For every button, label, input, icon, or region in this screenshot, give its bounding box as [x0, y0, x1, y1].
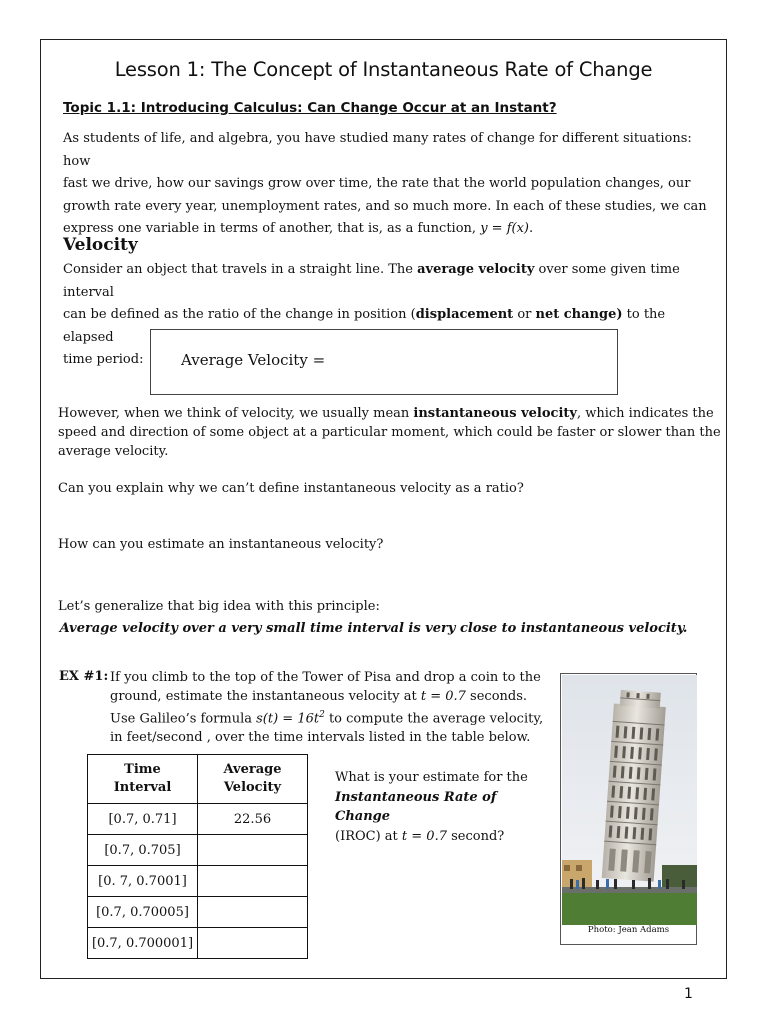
question-estimate: How can you estimate an instantaneous velocity?	[58, 537, 384, 552]
generalize-text: Let’s generalize that big idea with this principle:	[58, 599, 380, 614]
velocity-heading: Velocity	[63, 235, 138, 255]
example-label: EX #1:	[59, 669, 109, 684]
interval-cell: [0. 7, 0.7001]	[88, 866, 198, 897]
interval-cell: [0.7, 0.71]	[88, 804, 198, 835]
example-text: If you climb to the top of the Tower of Pisa and drop a coin to the ground, estimate the instantaneous velocity at t = 0.7 seconds. Use Galileo’s formula $s(t) = 16t^2$ to compute the average velocity, in feet/second , over the time intervals listed in the table below.	[110, 670, 544, 746]
page-number: 1	[684, 986, 693, 1002]
velocity-cell[interactable]: 22.56	[198, 804, 308, 835]
table-row	[88, 835, 308, 866]
table-row	[88, 866, 308, 897]
question-ratio: Can you explain why we can’t define instantaneous velocity as a ratio?	[58, 481, 524, 496]
table-row	[88, 928, 308, 959]
table-row	[88, 804, 308, 835]
leaning-tower-photo	[562, 675, 697, 925]
velocity-cell[interactable]	[198, 866, 308, 897]
velocity-cell[interactable]	[198, 835, 308, 866]
velocity-cell[interactable]	[198, 897, 308, 928]
interval-cell: [0.7, 0.70005]	[88, 897, 198, 928]
header-average-velocity: Average Velocity	[198, 755, 308, 804]
tower-photo-frame	[560, 673, 697, 945]
lesson-title: Lesson 1: The Concept of Instantaneous Rate of Change	[114, 58, 653, 81]
interval-cell: [0.7, 0.705]	[88, 835, 198, 866]
interval-cell: [0.7, 0.700001]	[88, 928, 198, 959]
intro-paragraph: As students of life, and algebra, you have studied many rates of change for different situations: how fast we drive, how our savings grow over time, the rate that the world population changes, our growth rate every year, unemployment rates, and so much more. In each of these studies, we can express one variable in terms of another, that is, as a function, y = f(x).	[63, 131, 707, 236]
principle-statement: Average velocity over a very small time interval is very close to instantaneous velocity.	[59, 621, 688, 636]
function-expression: y = f(x)	[480, 221, 529, 236]
velocity-paragraph: Consider an object that travels in a straight line. The average velocity over some given time interval can be defined as the ratio of the change in position (displacement or net change) to the elapsed time period:	[63, 262, 680, 367]
table-header-row	[88, 755, 308, 804]
velocity-cell[interactable]	[198, 928, 308, 959]
topic-title: Topic 1.1: Introducing Calculus: Can Change Occur at an Instant?	[63, 100, 557, 116]
photo-credit: Photo: Jean Adams	[587, 925, 670, 935]
header-time-interval: Time Interval	[88, 755, 198, 804]
average-velocity-label: Average Velocity =	[181, 351, 326, 369]
table-row	[88, 897, 308, 928]
instantaneous-paragraph: However, when we think of velocity, we usually mean instantaneous velocity, which indicates the speed and direction of some object at a particular moment, which could be faster or slower than the average velocity.	[58, 406, 721, 459]
estimate-question: What is your estimate for the Instantaneous Rate of Change (IROC) at t = 0.7 second?	[335, 770, 528, 844]
velocity-table	[87, 754, 308, 959]
